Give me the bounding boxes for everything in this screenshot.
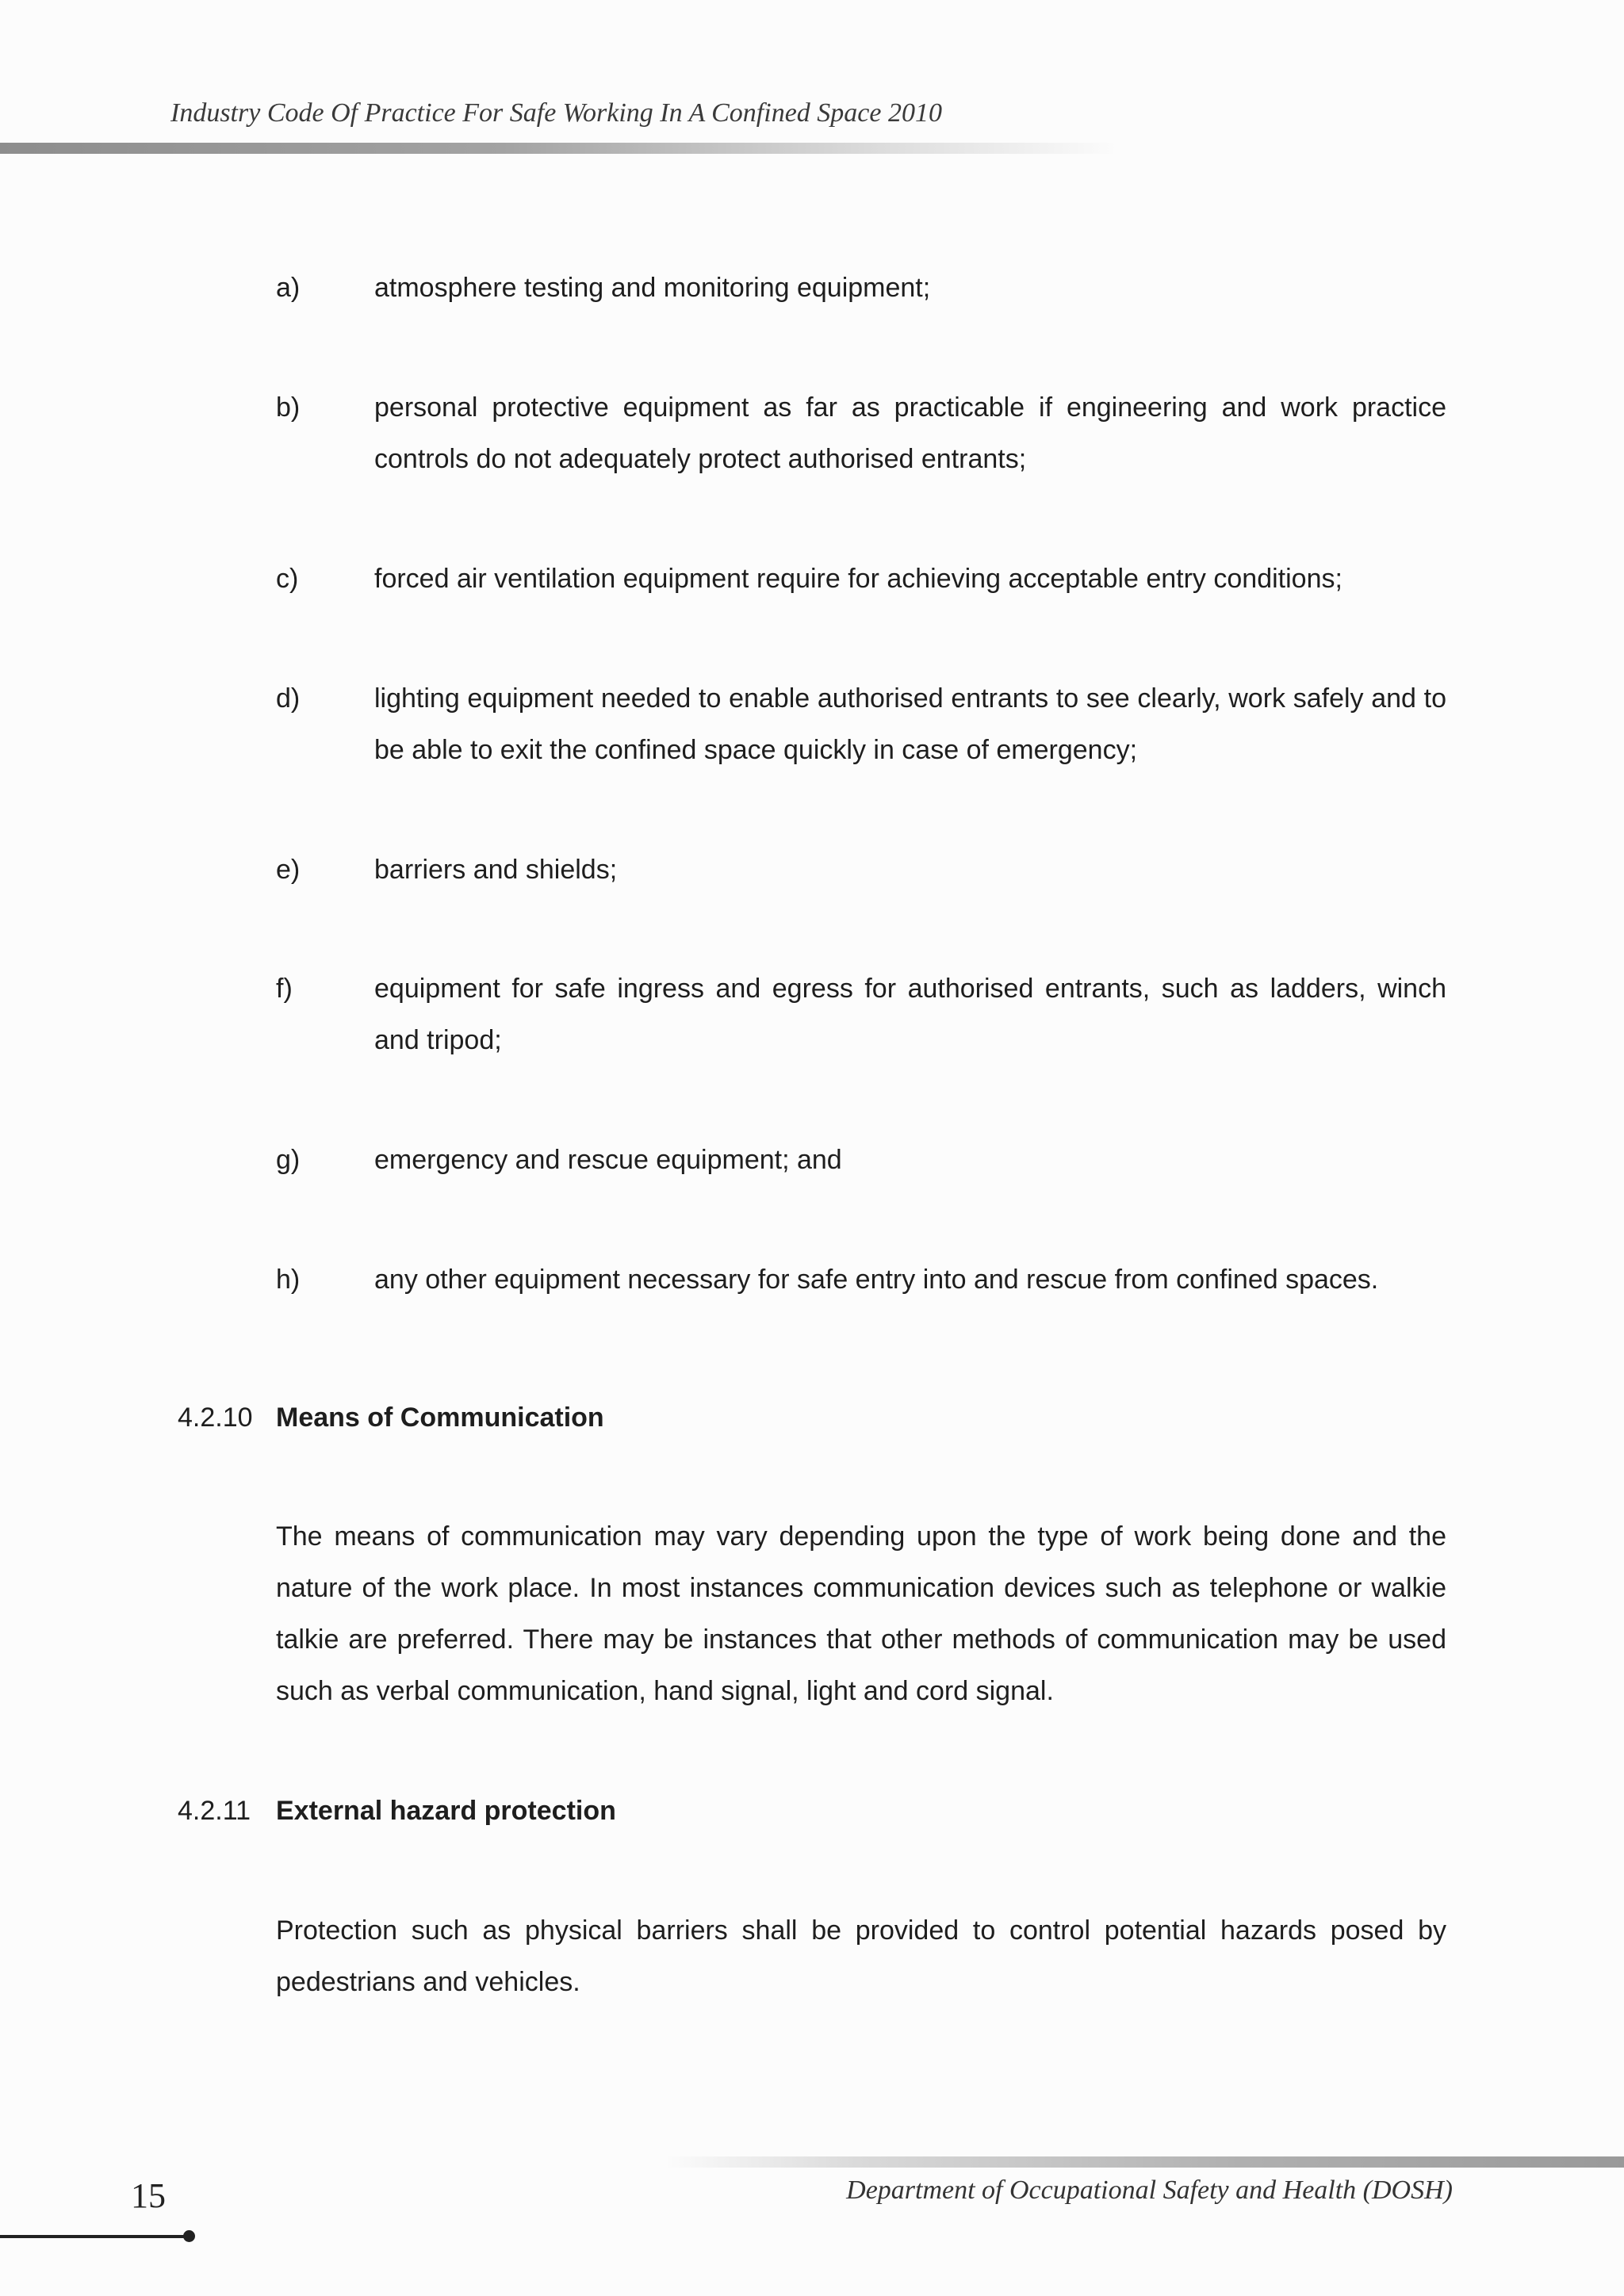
page-number: 15 [131,2176,166,2215]
page-number-underline [0,2235,189,2238]
list-marker: e) [276,855,301,885]
list-marker: d) [276,683,301,714]
section-heading [178,1785,616,1837]
list-item [276,963,1446,1066]
list-item [276,1254,1446,1306]
list-item [276,844,1446,896]
list-marker: a) [276,273,301,303]
header-title: Industry Code Of Practice For Safe Working In A Confined Space 2010 [170,98,942,128]
list-text: lighting equipment needed to enable authorised entrants to see clearly, work safely and to be able to exit the confined space quickly in case of emergency; [374,683,1446,765]
section-paragraph: The means of communication may vary depending upon the type of work being done and the nature of the work place. In most instances communication devices such as telephone or walkie talkie are preferred. There may be instances that other methods of communication may be used such as verbal communication, hand signal, light and cord signal. [276,1521,1446,1706]
list-marker: f) [276,974,293,1004]
footer-department: Department of Occupational Safety and Health (DOSH) [846,2175,1453,2205]
list-text: forced air ventilation equipment require for achieving acceptable entry conditions; [374,564,1342,594]
list-marker: h) [276,1265,301,1295]
list-item [276,1135,1446,1186]
list-marker: g) [276,1145,301,1175]
list-text: equipment for safe ingress and egress for authorised entrants, such as ladders, winch and tripod; [374,974,1446,1055]
section-number: 4.2.10 [178,1402,253,1433]
list-text: emergency and rescue equipment; and [374,1145,842,1175]
list-item [276,382,1446,485]
list-text: personal protective equipment as far as practicable if engineering and work practice controls do not adequately protect authorised entrants; [374,392,1446,474]
section-paragraph: Protection such as physical barriers shall be provided to control potential hazards posed by pedestrians and vehicles. [276,1915,1446,1997]
header-rule [0,143,1118,154]
list-text: any other equipment necessary for safe entry into and rescue from confined spaces. [374,1265,1379,1295]
list-text: barriers and shields; [374,855,618,885]
section-title: Means of Communication [276,1402,604,1433]
list-item [276,262,1446,314]
section-heading [178,1392,604,1444]
footer-rule [665,2156,1624,2168]
section-number: 4.2.11 [178,1796,251,1826]
list-item [276,553,1446,605]
list-marker: c) [276,564,299,594]
page-number-dot [183,2230,195,2242]
list-item [276,673,1446,776]
list-text: atmosphere testing and monitoring equipment; [374,273,931,303]
section-title: External hazard protection [276,1796,616,1826]
list-marker: b) [276,392,301,423]
